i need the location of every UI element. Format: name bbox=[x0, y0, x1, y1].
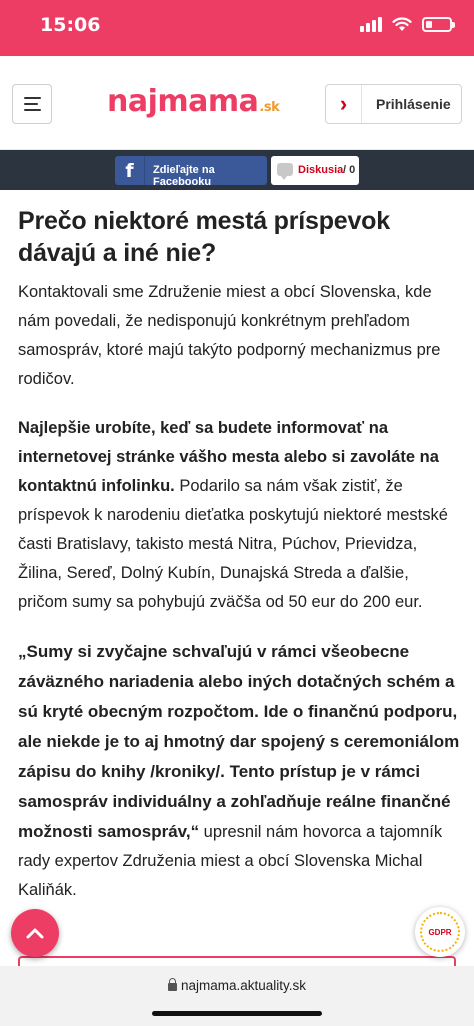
cellular-signal-icon bbox=[360, 16, 382, 32]
discussion-button[interactable] bbox=[271, 156, 359, 185]
status-icons bbox=[360, 16, 452, 32]
menu-button[interactable] bbox=[12, 84, 52, 124]
paragraph-2-bold: Najlepšie urobíte, keď sa budete informovať na internetovej stránke vášho mesta alebo si zavoláte na kontaktnú infolinku. bbox=[18, 419, 439, 495]
share-bar bbox=[0, 150, 474, 190]
article-body bbox=[18, 205, 460, 905]
wifi-icon bbox=[392, 17, 412, 32]
home-indicator[interactable] bbox=[152, 1011, 322, 1016]
gdpr-button[interactable] bbox=[415, 907, 465, 957]
facebook-share-label: Zdieľajte na Facebooku bbox=[153, 164, 215, 188]
status-time: 15:06 bbox=[40, 14, 101, 36]
section-heading: Prečo niektoré mestá príspevok dávajú a iné nie? bbox=[18, 207, 390, 267]
comment-icon bbox=[277, 163, 293, 176]
paragraph-2 bbox=[18, 414, 460, 617]
url-text: najmama.aktuality.sk bbox=[180, 978, 307, 993]
discussion-label: Diskusia bbox=[298, 164, 344, 176]
login-label: Prihlásenie bbox=[376, 96, 451, 112]
hamburger-icon bbox=[24, 97, 41, 99]
browser-url-bar[interactable] bbox=[0, 966, 474, 1026]
quote-text: „Sumy si zvyčajne schvaľujú v rámci všeobecne záväzného nariadenia alebo iných dotačných schém a sú kryté obecným rozpočtom. Ide o finančnú podporu, ale niekde je to aj hmotný dar spojený s ceremoniálom zápisu do knihy /kroniky/. Tento prístup je v rámci samospráv individuálny a zohľadňuje reálne finančné možnosti samospráv,“ bbox=[18, 642, 460, 841]
paragraph-3 bbox=[18, 637, 460, 905]
gdpr-stars-icon bbox=[420, 912, 460, 952]
facebook-icon: f bbox=[115, 156, 145, 185]
chevron-up-icon bbox=[25, 926, 45, 940]
login-button[interactable] bbox=[325, 84, 462, 124]
site-header bbox=[0, 56, 474, 150]
gdpr-label: GDPR bbox=[428, 927, 452, 937]
lock-icon bbox=[168, 983, 177, 991]
paragraph-2-text: Podarilo sa nám však zistiť, že príspevok k narodeniu dieťatka poskytujú niektoré mestské časti Bratislavy, takisto mestá Nitra, Púchov, Prievidza, Žilina, Sereď, Dolný Kubín, Dunajská Streda a ďalšie, pričom sumy sa pohybujú zväčša od 50 eur do 200 eur. bbox=[18, 477, 448, 611]
url-display[interactable] bbox=[0, 978, 474, 993]
chevron-right-icon: › bbox=[326, 85, 362, 123]
status-bar bbox=[0, 0, 474, 56]
site-logo[interactable]: najmama.sk bbox=[107, 84, 280, 119]
discussion-count: / 0 bbox=[343, 164, 356, 176]
battery-icon bbox=[422, 17, 452, 32]
facebook-share-button[interactable] bbox=[115, 156, 267, 188]
paragraph-3-text: upresnil nám hovorca a tajomník rady expertov Združenia miest a obcí Slovenska Michal Kaliňák. bbox=[18, 823, 443, 899]
scroll-to-top-button[interactable] bbox=[11, 909, 59, 957]
paragraph-1: Kontaktovali sme Združenie miest a obcí Slovenska, kde nám povedali, že nedisponujú konkrétnym prehľadom samospráv, ktoré majú takýto podporný mechanizmus pre rodičov. bbox=[18, 283, 441, 388]
